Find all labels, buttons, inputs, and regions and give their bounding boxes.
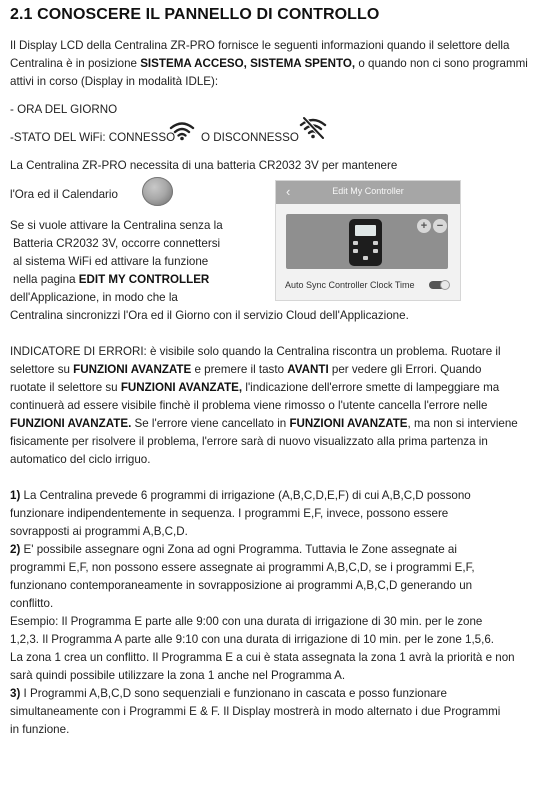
sync-bold: EDIT MY CONTROLLER: [78, 273, 210, 286]
intro-text: Centralina è in posizione: [10, 57, 141, 70]
sync-line-4: [13, 271, 209, 289]
program-text: I Programmi A,B,C,D sono sequenziali e funzionano in cascata e posso funzionare: [20, 687, 447, 700]
errors-bold: FUNZIONI AVANZATE,: [120, 381, 243, 394]
intro-line-2: [10, 55, 528, 73]
errors-line-3: [10, 379, 499, 397]
remove-button[interactable]: −: [433, 219, 447, 233]
errors-text: per vedere gli Errori. Quando: [328, 363, 482, 376]
program-2-line-1: [10, 541, 457, 559]
errors-text: selettore su: [10, 363, 74, 376]
device-button: [373, 249, 378, 253]
sync-line-1: Se si vuole attivare la Centralina senza la: [10, 219, 223, 232]
intro-bold: SISTEMA ACCESO, SISTEMA SPENTO,: [140, 57, 356, 70]
item-number: 2): [10, 543, 21, 556]
sync-line-5: dell'Applicazione, in modo che la: [10, 291, 178, 304]
coin-battery-icon: [142, 177, 173, 206]
device-button: [363, 256, 368, 260]
errors-text: Se l'errore viene cancellato in: [131, 417, 290, 430]
program-3-line-3: in funzione.: [10, 723, 70, 736]
errors-line-4: continuerà ad essere visibile finchè il problema viene rimosso o l'utente cancella l'errore nelle: [10, 399, 488, 412]
wifi-disconnected-icon: [298, 116, 328, 140]
example-line-4: sarà quindi possibile utilizzare la zona 1 anche nel Programma A.: [10, 669, 346, 682]
device-button: [353, 241, 358, 245]
back-icon[interactable]: ‹: [286, 184, 291, 199]
program-1-line-1: [10, 487, 471, 505]
sync-text: nella pagina: [13, 273, 79, 286]
add-button[interactable]: +: [417, 219, 431, 233]
wifi-connected-icon: [169, 120, 195, 141]
errors-bold: FUNZIONI AVANZATE: [73, 363, 192, 376]
program-text: La Centralina prevede 6 programmi di irrigazione (A,B,C,D,E,F) di cui A,B,C,D possono: [20, 489, 471, 502]
device-button: [373, 241, 378, 245]
program-2-line-2: programmi E,F, non possono essere assegnate ai programmi A,B,C,D, se i programmi E,F,: [10, 561, 475, 574]
battery-line-2: l'Ora ed il Calendario: [10, 188, 118, 201]
app-title: Edit My Controller: [332, 186, 404, 196]
controller-photo: [286, 214, 448, 269]
intro-line-1: Il Display LCD della Centralina ZR-PRO fornisce le seguenti informazioni quando il selettore della: [10, 39, 510, 52]
program-3-line-2: simultaneamente con i Programmi E & F. Il Display mostrerà in modo alternato i due Programmi: [10, 705, 501, 718]
auto-sync-toggle[interactable]: [429, 281, 449, 289]
time-of-day-item: - ORA DEL GIORNO: [10, 103, 118, 116]
intro-text: o quando non ci sono programmi: [355, 57, 528, 70]
errors-bold: FUNZIONI AVANZATE.: [10, 417, 132, 430]
errors-line-1: INDICATORE DI ERRORI: è visibile solo quando la Centralina riscontra un problema. Ruotare il: [10, 345, 501, 358]
errors-text: ruotate il selettore su: [10, 381, 121, 394]
errors-text: , ma non si interviene: [407, 417, 518, 430]
device-screen: [355, 225, 376, 236]
battery-line-1: La Centralina ZR-PRO necessita di una batteria CR2032 3V per mantenere: [10, 159, 398, 172]
sync-line-6: Centralina sincronizzi l'Ora ed il Giorno con il servizio Cloud dell'Applicazione.: [10, 309, 409, 322]
errors-line-2: [10, 361, 481, 379]
app-header: [276, 181, 460, 204]
item-number: 3): [10, 687, 21, 700]
example-line-3: La zona 1 crea un conflitto. Il Programma E a cui è stata assegnata la zona 1 avrà la priorità e non: [10, 651, 515, 664]
intro-line-3: attivi in corso (Display in modalità IDLE):: [10, 75, 219, 88]
sync-line-2: Batteria CR2032 3V, occorre connettersi: [13, 237, 221, 250]
program-1-line-2: funzionare indipendentemente in sequenza. I programmi E,F, invece, possono essere: [10, 507, 449, 520]
program-3-line-1: [10, 685, 447, 703]
errors-line-7: automatico del ciclo irriguo.: [10, 453, 151, 466]
toggle-knob: [440, 280, 450, 290]
wifi-connected-label: -STATO DEL WiFi: CONNESSO: [10, 131, 176, 144]
sync-line-3: al sistema WiFi ed attivare la funzione: [13, 255, 209, 268]
program-1-line-3: sovrapposti ai programmi A,B,C,D.: [10, 525, 188, 538]
controller-device-icon: [349, 219, 382, 266]
errors-text: e premere il tasto: [191, 363, 288, 376]
errors-bold: FUNZIONI AVANZATE: [289, 417, 408, 430]
section-title: 2.1 CONOSCERE IL PANNELLO DI CONTROLLO: [10, 6, 380, 23]
errors-text: l'indicazione dell'errore smette di lampeggiare ma: [242, 381, 500, 394]
app-screenshot: [275, 180, 461, 301]
example-line-2: 1,2,3. Il Programma A parte alle 9:10 con una durata di irrigazione di 10 min. per le zone 1,5,6.: [10, 633, 495, 646]
program-2-line-3: funzionano contemporaneamente in sovrapposizione ai programmi A,B,C,D generando un: [10, 579, 473, 592]
wifi-disconnected-label: O DISCONNESSO: [201, 131, 299, 144]
device-button: [353, 249, 358, 253]
item-number: 1): [10, 489, 21, 502]
auto-sync-label: Auto Sync Controller Clock Time: [285, 280, 415, 290]
errors-line-6: fisicamente per risolvere il problema, l'errore sarà di nuovo visualizzato alla prima partenza in: [10, 435, 488, 448]
program-2-line-4: conflitto.: [10, 597, 54, 610]
errors-bold: AVANTI: [287, 363, 329, 376]
errors-line-5: [10, 415, 518, 433]
example-line-1: Esempio: Il Programma E parte alle 9:00 con una durata di irrigazione di 30 min. per le zone: [10, 615, 483, 628]
program-text: E' possibile assegnare ogni Zona ad ogni Programma. Tuttavia le Zone assegnate ai: [20, 543, 457, 556]
